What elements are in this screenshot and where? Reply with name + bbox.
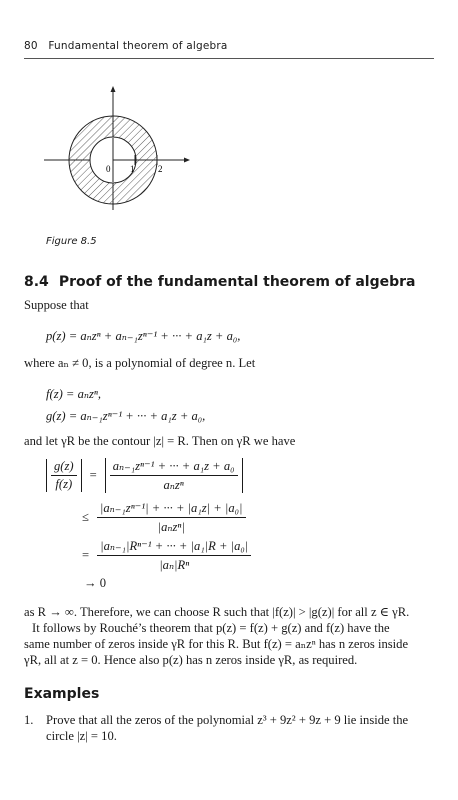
conclusion-line-1: as R → ∞. Therefore, we can choose R such that |f(z)| > |g(z)| for all z ∈ γR.	[24, 605, 410, 619]
suppose-text: Suppose that	[24, 298, 89, 312]
relation-equals-1: =	[89, 468, 97, 482]
section-heading	[24, 274, 416, 290]
step1-numerator: aₙ₋₁zⁿ⁻¹ + ··· + a₁z + a₀	[110, 458, 238, 476]
where-text: where aₙ ≠ 0, is a polynomial of degree n. Let	[24, 356, 256, 370]
imag-axis-arrow	[111, 86, 116, 92]
section-title: Proof of the fundamental theorem of algebra	[58, 274, 416, 290]
p-definition: p(z) = aₙzⁿ + aₙ₋₁zⁿ⁻¹ + ··· + a₁z + a₀,	[46, 329, 241, 343]
step2-denominator: |aₙzⁿ|	[157, 520, 185, 534]
step1-denominator: aₙzⁿ	[163, 478, 184, 492]
relation-equals-3: =	[82, 548, 90, 562]
derivation-step-1	[46, 458, 243, 493]
derivation-step-3	[82, 538, 251, 573]
step3-denominator: |aₙ|Rⁿ	[159, 558, 190, 572]
conclusion-line-4: γR, all at z = 0. Hence also p(z) has n zeros inside γR, as required.	[24, 653, 358, 667]
running-header	[24, 40, 228, 52]
conclusion-line-2: It follows by Rouché’s theorem that p(z) = f(z) + g(z) and f(z) have the	[32, 621, 390, 635]
section-number: 8.4	[24, 274, 49, 290]
page-number: 80	[24, 40, 38, 52]
contour-text: and let γR be the contour |z| = R. Then on γR we have	[24, 434, 296, 448]
tick-label-0: 0	[106, 164, 111, 174]
f-definition: f(z) = aₙzⁿ,	[46, 387, 101, 401]
example-item-line-2: circle |z| = 10.	[46, 729, 117, 743]
derivation-step-4: → 0	[84, 576, 107, 590]
example-item-number: 1.	[24, 713, 34, 727]
example-item-line-1: Prove that all the zeros of the polynomial z³ + 9z² + 9z + 9 lie inside the	[46, 713, 409, 727]
tick-label-1: 1	[130, 164, 135, 174]
conclusion-line-3: same number of zeros inside γR for this R. But f(z) = aₙzⁿ has n zeros inside	[24, 637, 409, 651]
step3-numerator: |aₙ₋₁|Rⁿ⁻¹ + ··· + |a₁|R + |a₀|	[97, 538, 251, 556]
rhs-abs	[105, 458, 243, 493]
examples-heading: Examples	[24, 686, 100, 702]
annulus-figure	[40, 82, 200, 212]
running-title: Fundamental theorem of algebra	[48, 40, 228, 52]
header-rule	[24, 58, 434, 59]
relation-le: ≤	[82, 510, 89, 524]
lhs-abs	[46, 459, 82, 492]
tick-label-2: 2	[158, 164, 163, 174]
lhs-denominator: f(z)	[55, 477, 73, 491]
step2-numerator: |aₙ₋₁zⁿ⁻¹| + ··· + |a₁z| + |a₀|	[97, 500, 246, 518]
lhs-numerator: g(z)	[51, 459, 77, 476]
figure-caption: Figure 8.5	[46, 236, 97, 247]
derivation-step-2	[82, 500, 246, 535]
g-definition: g(z) = aₙ₋₁zⁿ⁻¹ + ··· + a₁z + a₀,	[46, 409, 206, 423]
